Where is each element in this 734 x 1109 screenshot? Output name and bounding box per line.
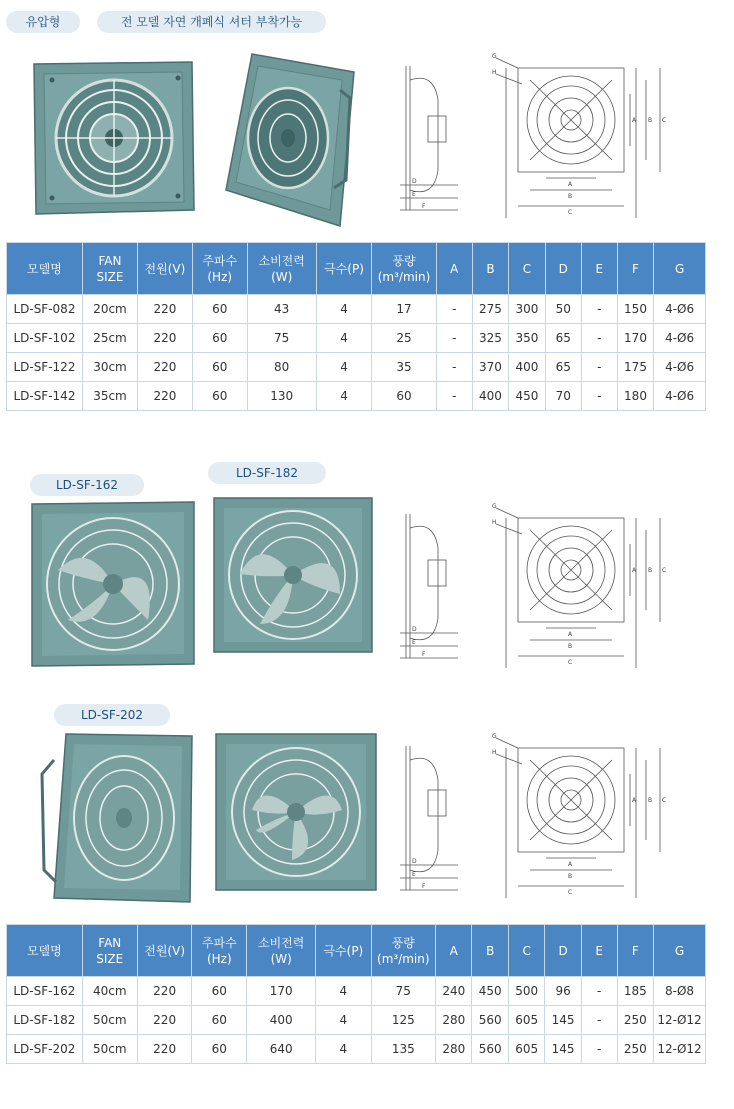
svg-text:A: A <box>568 631 573 638</box>
cell: - <box>436 295 472 324</box>
cell: 65 <box>545 353 581 382</box>
cell: - <box>581 1006 617 1035</box>
side-view-drawing-1 <box>398 60 468 220</box>
cell: 145 <box>545 1035 581 1064</box>
cell: 4-Ø6 <box>654 382 706 411</box>
table-row <box>7 324 706 353</box>
front-view-drawing-1 <box>490 50 670 222</box>
cell: 220 <box>138 295 193 324</box>
cell: 185 <box>617 977 653 1006</box>
cell: 96 <box>545 977 581 1006</box>
cell: 220 <box>138 353 193 382</box>
cell: 4-Ø6 <box>654 353 706 382</box>
cell: 25cm <box>82 324 137 353</box>
type-badge: 유압형 <box>6 11 80 33</box>
col-header: 주파수 (Hz) <box>192 925 247 977</box>
col-header: D <box>545 925 581 977</box>
svg-text:F: F <box>422 651 426 658</box>
col-header: F <box>617 243 653 295</box>
svg-text:A: A <box>632 117 637 124</box>
cell: 170 <box>247 977 316 1006</box>
model-label-sf202: LD-SF-202 <box>54 704 170 726</box>
spec-table-1 <box>6 242 706 411</box>
table-row <box>7 1035 706 1064</box>
spec-table-2 <box>6 924 706 1064</box>
col-header: F <box>617 925 653 977</box>
cell: LD-SF-142 <box>7 382 83 411</box>
col-header: FAN SIZE <box>82 243 137 295</box>
cell: 80 <box>247 353 316 382</box>
cell: 4 <box>316 977 371 1006</box>
cell: - <box>436 382 472 411</box>
cell: 605 <box>508 1006 544 1035</box>
cell: 220 <box>137 977 192 1006</box>
cell: 125 <box>371 1006 436 1035</box>
cell: 250 <box>617 1035 653 1064</box>
svg-text:G: G <box>492 503 497 510</box>
cell: 240 <box>436 977 472 1006</box>
cell: 60 <box>372 382 437 411</box>
col-header: 풍량 (m³/min) <box>371 925 436 977</box>
svg-text:E: E <box>412 639 416 646</box>
cell: 4 <box>316 353 371 382</box>
cell: 4 <box>316 295 371 324</box>
col-header: 소비전력 (W) <box>247 925 316 977</box>
cell: 35cm <box>82 382 137 411</box>
svg-text:E: E <box>412 191 416 198</box>
cell: 60 <box>192 1006 247 1035</box>
svg-text:C: C <box>568 659 573 666</box>
col-header: D <box>545 243 581 295</box>
fan-photo-angled <box>222 50 356 228</box>
cell: 325 <box>472 324 508 353</box>
cell: LD-SF-162 <box>7 977 83 1006</box>
svg-text:G: G <box>492 733 497 740</box>
cell: 605 <box>508 1035 544 1064</box>
front-view-drawing-3 <box>490 730 670 902</box>
svg-text:D: D <box>412 858 417 865</box>
col-header: 소비전력 (W) <box>247 243 316 295</box>
fan-photo-sf182 <box>210 494 376 656</box>
svg-text:A: A <box>632 567 637 574</box>
cell: 50 <box>545 295 581 324</box>
cell: 175 <box>617 353 653 382</box>
cell: 450 <box>472 977 508 1006</box>
fan-photo-front <box>30 60 196 218</box>
cell: 65 <box>545 324 581 353</box>
fan-photo-sf202-angled <box>30 730 196 906</box>
cell: 60 <box>192 382 247 411</box>
svg-text:D: D <box>412 626 417 633</box>
cell: 4 <box>316 382 371 411</box>
cell: LD-SF-182 <box>7 1006 83 1035</box>
svg-text:B: B <box>648 797 653 804</box>
col-header: 전원(V) <box>138 243 193 295</box>
cell: 180 <box>617 382 653 411</box>
col-header: 모델명 <box>7 925 83 977</box>
cell: LD-SF-102 <box>7 324 83 353</box>
svg-text:D: D <box>412 178 417 185</box>
cell: 4 <box>316 1035 371 1064</box>
cell: LD-SF-202 <box>7 1035 83 1064</box>
table-row <box>7 382 706 411</box>
front-view-drawing-2 <box>490 500 670 672</box>
svg-text:C: C <box>662 117 667 124</box>
cell: 560 <box>472 1006 508 1035</box>
cell: 275 <box>472 295 508 324</box>
cell: 220 <box>138 382 193 411</box>
svg-text:F: F <box>422 203 426 210</box>
col-header: 극수(P) <box>316 243 371 295</box>
cell: 300 <box>509 295 545 324</box>
svg-text:H: H <box>492 69 497 76</box>
cell: LD-SF-082 <box>7 295 83 324</box>
col-header: 전원(V) <box>137 925 192 977</box>
svg-text:A: A <box>568 181 573 188</box>
svg-text:E: E <box>412 871 416 878</box>
col-header: E <box>581 925 617 977</box>
cell: 75 <box>371 977 436 1006</box>
cell: 500 <box>508 977 544 1006</box>
svg-text:C: C <box>662 567 667 574</box>
cell: 4 <box>316 1006 371 1035</box>
cell: 280 <box>436 1035 472 1064</box>
cell: 60 <box>192 295 247 324</box>
svg-text:G: G <box>492 53 497 60</box>
svg-text:H: H <box>492 519 497 526</box>
cell: 400 <box>472 382 508 411</box>
cell: 50cm <box>82 1035 137 1064</box>
cell: 60 <box>192 977 247 1006</box>
table-header-row <box>7 925 706 977</box>
cell: 75 <box>247 324 316 353</box>
svg-text:A: A <box>568 861 573 868</box>
cell: 4-Ø6 <box>654 324 706 353</box>
cell: - <box>581 977 617 1006</box>
cell: - <box>436 324 472 353</box>
col-header: 모델명 <box>7 243 83 295</box>
cell: 35 <box>372 353 437 382</box>
svg-text:C: C <box>662 797 667 804</box>
cell: 400 <box>509 353 545 382</box>
cell: 450 <box>509 382 545 411</box>
cell: 30cm <box>82 353 137 382</box>
cell: 20cm <box>82 295 137 324</box>
cell: 250 <box>617 1006 653 1035</box>
table-row <box>7 295 706 324</box>
side-view-drawing-2 <box>398 508 468 668</box>
cell: 17 <box>372 295 437 324</box>
cell: - <box>581 382 617 411</box>
cell: 50cm <box>82 1006 137 1035</box>
cell: 400 <box>247 1006 316 1035</box>
cell: 560 <box>472 1035 508 1064</box>
cell: 350 <box>509 324 545 353</box>
col-header: C <box>509 243 545 295</box>
table-header-row <box>7 243 706 295</box>
col-header: FAN SIZE <box>82 925 137 977</box>
cell: - <box>581 324 617 353</box>
svg-text:B: B <box>568 643 573 650</box>
cell: 370 <box>472 353 508 382</box>
cell: 145 <box>545 1006 581 1035</box>
cell: LD-SF-122 <box>7 353 83 382</box>
cell: 135 <box>371 1035 436 1064</box>
table-row <box>7 353 706 382</box>
cell: - <box>436 353 472 382</box>
svg-text:A: A <box>632 797 637 804</box>
svg-text:B: B <box>568 193 573 200</box>
cell: 12-Ø12 <box>654 1006 706 1035</box>
col-header: 주파수 (Hz) <box>192 243 247 295</box>
col-header: 극수(P) <box>316 925 371 977</box>
cell: 4-Ø6 <box>654 295 706 324</box>
svg-text:F: F <box>422 883 426 890</box>
cell: 220 <box>137 1006 192 1035</box>
col-header: B <box>472 243 508 295</box>
col-header: 풍량 (m³/min) <box>372 243 437 295</box>
cell: - <box>581 1035 617 1064</box>
side-view-drawing-3 <box>398 740 468 900</box>
svg-text:B: B <box>568 873 573 880</box>
fan-photo-sf202-front <box>212 730 380 894</box>
cell: 150 <box>617 295 653 324</box>
col-header: A <box>436 243 472 295</box>
cell: 220 <box>138 324 193 353</box>
svg-text:C: C <box>568 889 573 896</box>
cell: 60 <box>192 353 247 382</box>
model-label-sf162: LD-SF-162 <box>30 474 144 496</box>
svg-text:B: B <box>648 117 653 124</box>
cell: 25 <box>372 324 437 353</box>
svg-text:B: B <box>648 567 653 574</box>
cell: 12-Ø12 <box>654 1035 706 1064</box>
cell: - <box>581 353 617 382</box>
svg-text:C: C <box>568 209 573 216</box>
cell: 170 <box>617 324 653 353</box>
col-header: G <box>654 243 706 295</box>
cell: 280 <box>436 1006 472 1035</box>
cell: 70 <box>545 382 581 411</box>
cell: 40cm <box>82 977 137 1006</box>
cell: 640 <box>247 1035 316 1064</box>
col-header: C <box>508 925 544 977</box>
col-header: E <box>581 243 617 295</box>
cell: 130 <box>247 382 316 411</box>
fan-photo-sf162 <box>28 500 198 668</box>
cell: 60 <box>192 1035 247 1064</box>
table-row <box>7 977 706 1006</box>
cell: - <box>581 295 617 324</box>
col-header: A <box>436 925 472 977</box>
model-label-sf182: LD-SF-182 <box>208 462 326 484</box>
col-header: B <box>472 925 508 977</box>
cell: 8-Ø8 <box>654 977 706 1006</box>
svg-text:H: H <box>492 749 497 756</box>
cell: 43 <box>247 295 316 324</box>
cell: 220 <box>137 1035 192 1064</box>
cell: 4 <box>316 324 371 353</box>
col-header: G <box>654 925 706 977</box>
shutter-note-badge: 전 모델 자연 개폐식 셔터 부착가능 <box>97 11 326 33</box>
cell: 60 <box>192 324 247 353</box>
table-row <box>7 1006 706 1035</box>
